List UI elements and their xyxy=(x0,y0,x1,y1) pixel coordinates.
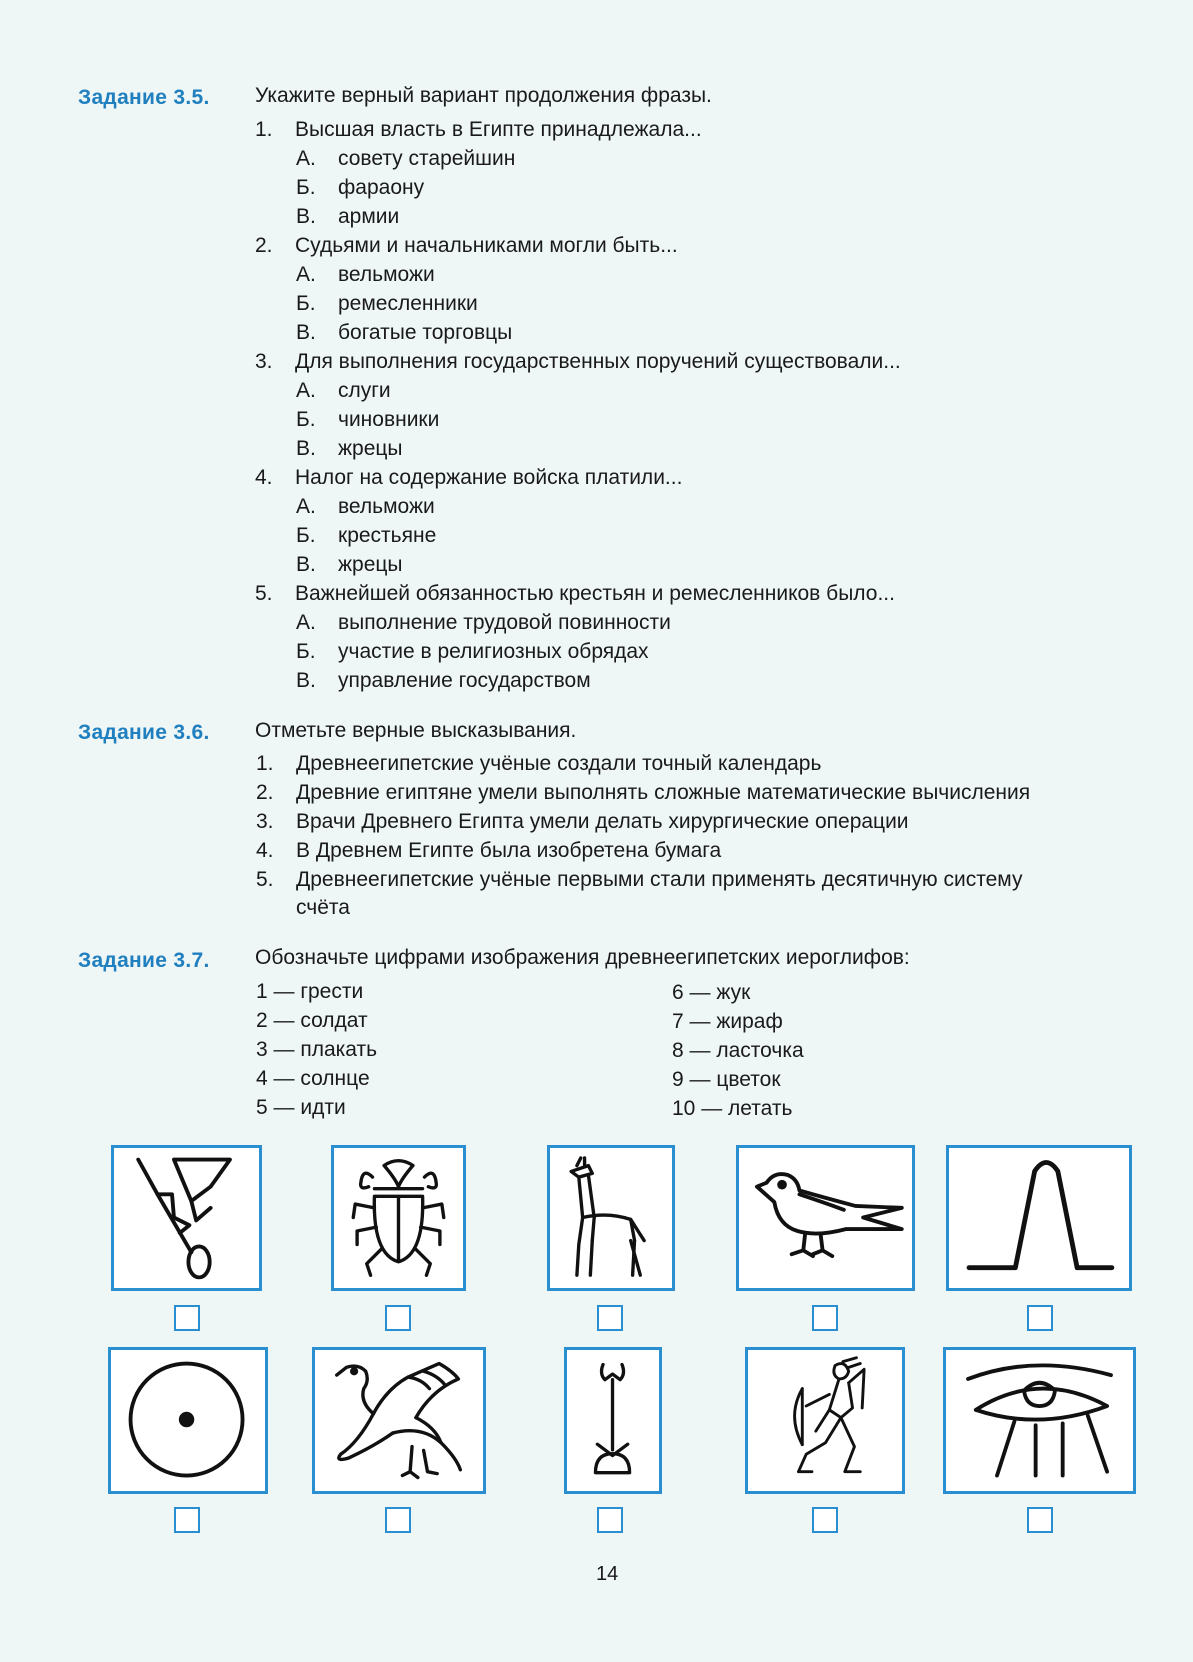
option-letter: Б. xyxy=(296,524,316,547)
answer-box[interactable] xyxy=(1027,1305,1053,1331)
statement-item[interactable] xyxy=(256,781,1030,805)
statement-item[interactable] xyxy=(256,839,721,863)
word-item: 9 — цветок xyxy=(672,1068,781,1091)
word-item: 6 — жук xyxy=(672,981,751,1004)
task-3-7-prompt: Обозначьте цифрами изображения древнеегипетских иероглифов: xyxy=(255,946,910,969)
task-3-5-prompt: Укажите верный вариант продолжения фразы. xyxy=(255,84,712,107)
question-number: 1. xyxy=(255,118,273,141)
question xyxy=(255,350,901,374)
answer-option[interactable] xyxy=(296,669,591,693)
sun-hieroglyph-icon xyxy=(108,1347,268,1494)
option-text: совету старейшин xyxy=(338,147,516,170)
option-text: вельможи xyxy=(338,263,435,286)
question-text: Налог на содержание войска платили... xyxy=(295,466,683,489)
statement-number: 5. xyxy=(256,868,274,891)
rowing-hieroglyph-icon xyxy=(111,1145,262,1291)
option-letter: Б. xyxy=(296,640,316,663)
statement-number: 3. xyxy=(256,810,274,833)
word-item: 2 — солдат xyxy=(256,1009,368,1032)
option-text: выполнение трудовой повинности xyxy=(338,611,671,634)
option-letter: В. xyxy=(296,321,316,344)
hieroglyph-word-list-right xyxy=(672,978,804,1123)
soldier-hieroglyph-icon xyxy=(745,1347,905,1494)
option-letter: Б. xyxy=(296,292,316,315)
answer-option[interactable] xyxy=(296,553,403,577)
answer-box[interactable] xyxy=(812,1507,838,1533)
answer-box[interactable] xyxy=(812,1305,838,1331)
statement-text: Древнеегипетские учёные создали точный календарь xyxy=(296,752,822,775)
crying-eye-hieroglyph-icon xyxy=(943,1347,1136,1494)
statement-continuation: счёта xyxy=(296,896,350,919)
statement-text: Древнеегипетские учёные первыми стали применять десятичную систему xyxy=(296,868,1023,891)
giraffe-hieroglyph-icon xyxy=(547,1145,675,1291)
option-letter: В. xyxy=(296,553,316,576)
answer-option[interactable] xyxy=(296,437,403,461)
answer-option[interactable] xyxy=(296,495,435,519)
swallow-hieroglyph-icon xyxy=(736,1145,915,1291)
answer-option[interactable] xyxy=(296,640,649,664)
question-text: Для выполнения государственных поручений существовали... xyxy=(295,350,901,373)
statement-text: В Древнем Египте была изобретена бумага xyxy=(296,839,722,862)
option-letter: В. xyxy=(296,205,316,228)
question-text: Важнейшей обязанностью крестьян и ремесленников было... xyxy=(295,582,895,605)
option-letter: А. xyxy=(296,495,316,518)
answer-option[interactable] xyxy=(296,408,439,432)
answer-option[interactable] xyxy=(296,379,391,403)
hieroglyph-word-list-left xyxy=(256,977,377,1122)
statement-text: Древние египтяне умели выполнять сложные математические вычисления xyxy=(296,781,1031,804)
answer-box[interactable] xyxy=(174,1305,200,1331)
task-3-7-label: Задание 3.7. xyxy=(78,949,210,972)
option-text: богатые торговцы xyxy=(338,321,513,344)
answer-option[interactable] xyxy=(296,321,512,345)
flying-bird-hieroglyph-icon xyxy=(312,1347,486,1494)
word-item: 10 — летать xyxy=(672,1097,793,1120)
question xyxy=(255,234,678,258)
statement-text: Врачи Древнего Египта умели делать хирургические операции xyxy=(296,810,909,833)
option-text: жрецы xyxy=(338,553,403,576)
question xyxy=(255,466,682,490)
statement-item[interactable] xyxy=(256,752,821,776)
question-number: 5. xyxy=(255,582,273,605)
answer-box[interactable] xyxy=(597,1507,623,1533)
beetle-hieroglyph-icon xyxy=(331,1145,466,1291)
task-3-6-label: Задание 3.6. xyxy=(78,721,210,744)
option-text: ремесленники xyxy=(338,292,478,315)
word-item: 1 — грести xyxy=(256,980,364,1003)
answer-box[interactable] xyxy=(174,1507,200,1533)
word-item: 8 — ласточка xyxy=(672,1039,804,1062)
word-item: 3 — плакать xyxy=(256,1038,378,1061)
option-letter: В. xyxy=(296,437,316,460)
option-text: слуги xyxy=(338,379,391,402)
option-letter: А. xyxy=(296,379,316,402)
answer-box[interactable] xyxy=(385,1305,411,1331)
option-letter: А. xyxy=(296,263,316,286)
answer-box[interactable] xyxy=(597,1305,623,1331)
option-text: участие в религиозных обрядах xyxy=(338,640,649,663)
option-text: чиновники xyxy=(338,408,440,431)
statement-item[interactable] xyxy=(256,810,909,834)
question xyxy=(255,582,895,606)
word-item: 7 — жираф xyxy=(672,1010,783,1033)
flower-hieroglyph-icon xyxy=(564,1347,662,1494)
question-number: 2. xyxy=(255,234,273,257)
option-text: управление государством xyxy=(338,669,591,692)
answer-box[interactable] xyxy=(385,1507,411,1533)
option-text: армии xyxy=(338,205,400,228)
option-letter: А. xyxy=(296,147,316,170)
question-number: 4. xyxy=(255,466,273,489)
option-letter: А. xyxy=(296,611,316,634)
answer-option[interactable] xyxy=(296,147,515,171)
option-text: жрецы xyxy=(338,437,403,460)
statement-number: 2. xyxy=(256,781,274,804)
option-text: фараону xyxy=(338,176,425,199)
statement-number: 4. xyxy=(256,839,274,862)
answer-option[interactable] xyxy=(296,524,436,548)
statement-number: 1. xyxy=(256,752,274,775)
question-text: Судьями и начальниками могли быть... xyxy=(295,234,678,257)
answer-option[interactable] xyxy=(296,205,399,229)
task-3-6-prompt: Отметьте верные высказывания. xyxy=(255,719,577,742)
statement-item[interactable] xyxy=(256,868,1022,892)
option-text: вельможи xyxy=(338,495,435,518)
question xyxy=(255,118,702,142)
page-number: 14 xyxy=(596,1563,619,1585)
answer-option[interactable] xyxy=(296,176,424,200)
answer-option[interactable] xyxy=(296,292,478,316)
answer-option[interactable] xyxy=(296,611,671,635)
question-number: 3. xyxy=(255,350,273,373)
task-3-5-label: Задание 3.5. xyxy=(78,86,210,109)
answer-option[interactable] xyxy=(296,263,435,287)
word-item: 4 — солнце xyxy=(256,1067,370,1090)
option-letter: Б. xyxy=(296,408,316,431)
option-letter: В. xyxy=(296,669,316,692)
option-text: крестьяне xyxy=(338,524,437,547)
word-item: 5 — идти xyxy=(256,1096,346,1119)
walking-legs-hieroglyph-icon xyxy=(946,1145,1132,1291)
question-text: Высшая власть в Египте принадлежала... xyxy=(295,118,702,141)
answer-box[interactable] xyxy=(1027,1507,1053,1533)
option-letter: Б. xyxy=(296,176,316,199)
